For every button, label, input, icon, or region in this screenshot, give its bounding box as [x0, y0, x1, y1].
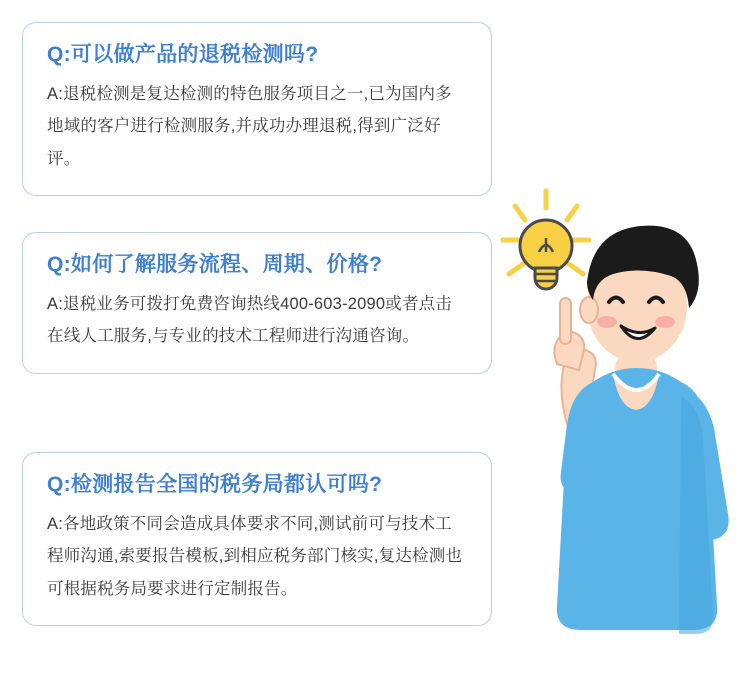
faq-card [22, 232, 492, 374]
ear [580, 297, 598, 323]
left-blush [597, 316, 617, 328]
faq-card [22, 452, 492, 626]
faq-answer: A:各地政策不同会造成具体要求不同,测试前可与技术工程师沟通,索要报告模板,到相应税务部门核实,复达检测也可根据税务局要求进行定制报告。 [47, 515, 463, 598]
faq-answer: A:退税检测是复达检测的特色服务项目之一,已为国内多地域的客户进行检测服务,并成功办理退税,得到广泛好评。 [47, 85, 452, 168]
faq-question: Q:检测报告全国的税务局都认可吗? [47, 473, 383, 496]
faq-card [22, 22, 492, 196]
right-blush [655, 316, 675, 328]
lightbulb-icon [520, 220, 572, 289]
faq-question: Q:可以做产品的退税检测吗? [47, 43, 319, 66]
person-with-idea-lightbulb-illustration [497, 186, 750, 656]
faq-question: Q:如何了解服务流程、周期、价格? [47, 253, 383, 276]
faq-answer: A:退税业务可拨打免费咨询热线400-603-2090或者点击在线人工服务,与专业的技术工程师进行沟通咨询。 [47, 295, 453, 346]
